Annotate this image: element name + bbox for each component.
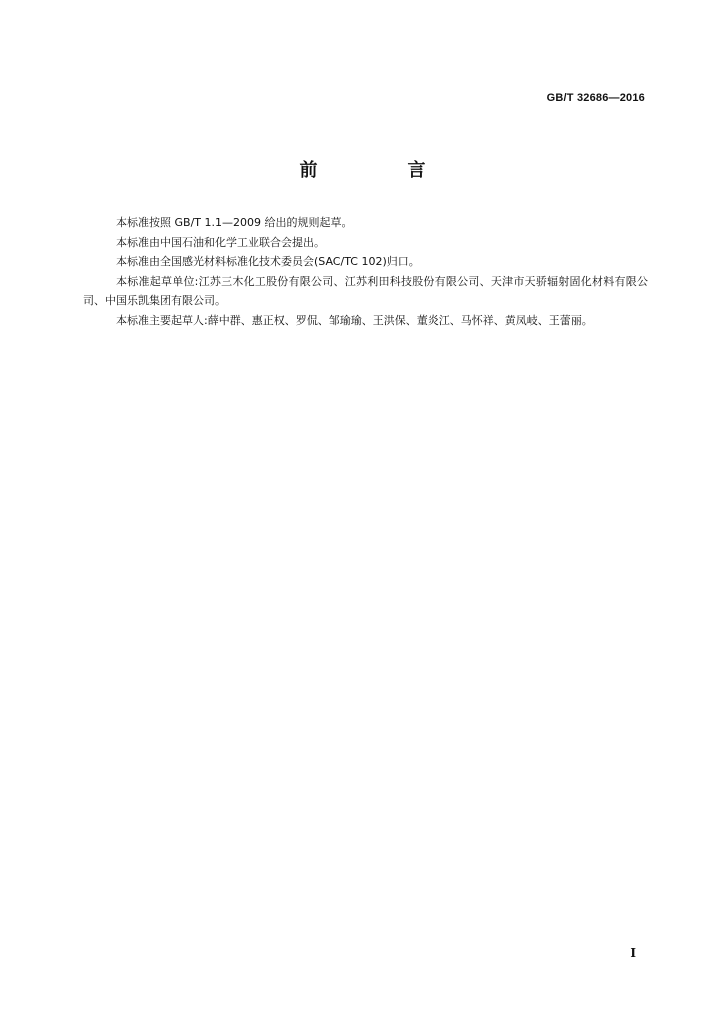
paragraph-proposer: 本标准由中国石油和化学工业联合会提出。 (116, 235, 325, 249)
page-number: I (630, 946, 636, 960)
page-title: 前 言 (299, 160, 462, 181)
foreword-body (83, 213, 648, 330)
paragraph-drafting-units: 本标准起草单位:江苏三木化工股份有限公司、江苏利田科技股份有限公司、天津市天骄辐射固化材料有限公司、中国乐凯集团有限公司。 (83, 274, 648, 307)
standard-code: GB/T 32686—2016 (546, 92, 645, 104)
paragraph-drafting-rules: 本标准按照 GB/T 1.1—2009 给出的规则起草。 (116, 216, 353, 229)
paragraph-drafters: 本标准主要起草人:薛中群、惠正权、罗侃、邹瑜瑜、王洪保、董炎江、马怀祥、黄凤岐、王蕾丽。 (116, 313, 593, 327)
paragraph-committee: 本标准由全国感光材料标准化技术委员会(SAC/TC 102)归口。 (116, 255, 420, 268)
